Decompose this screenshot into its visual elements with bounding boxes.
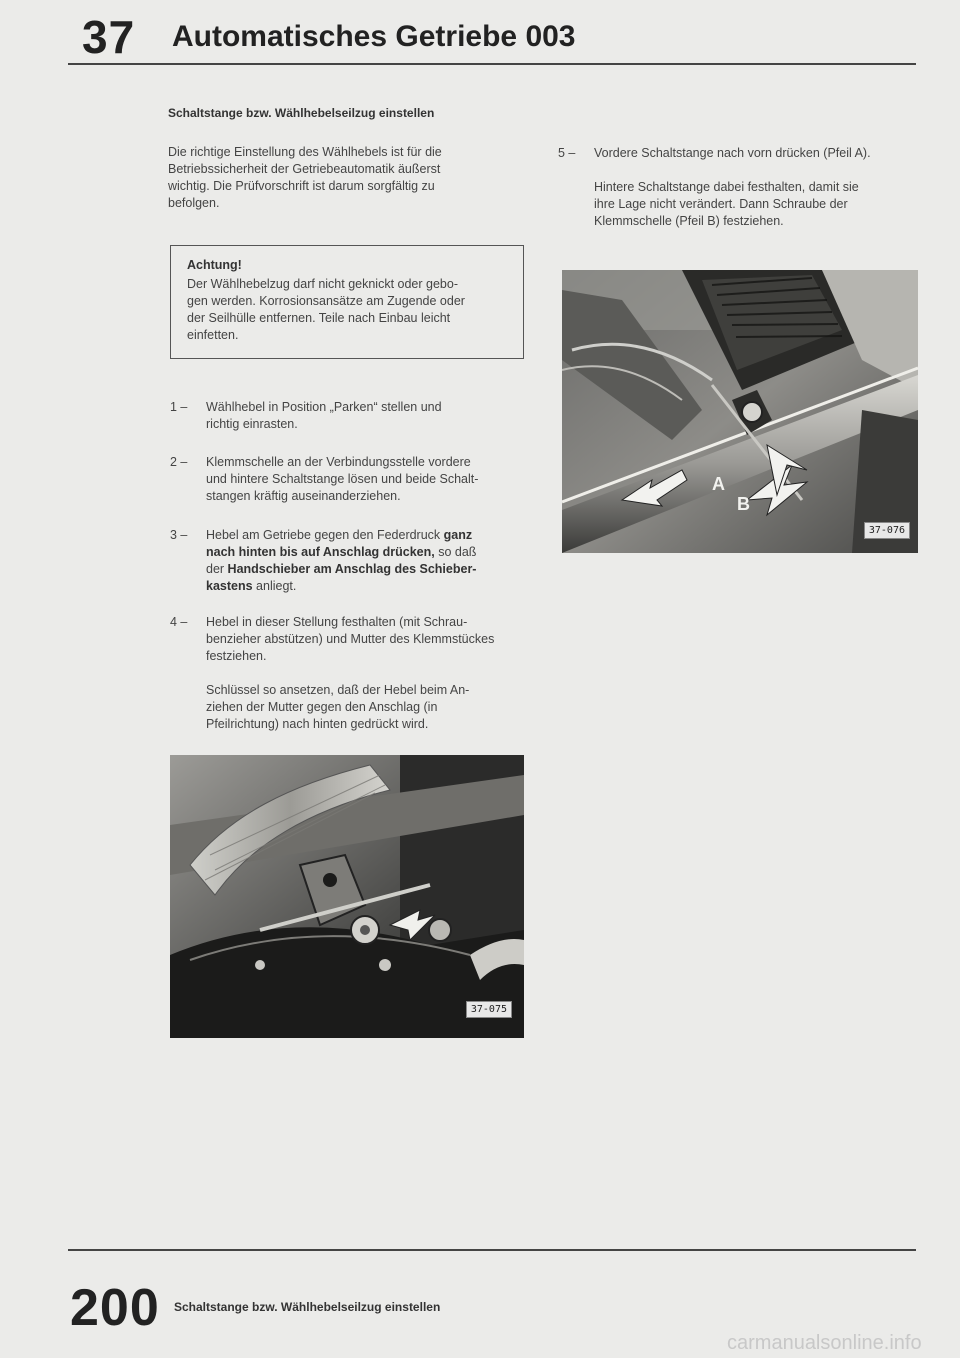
header-rule <box>68 63 916 65</box>
intro-line: Betriebssicherheit der Getriebeautomatik äußerst <box>168 162 441 176</box>
caution-line: gen werden. Korrosionsansätze am Zugende oder <box>187 294 465 308</box>
intro-line: wichtig. Die Prüfvorschrift ist darum sorgfältig zu <box>168 179 435 193</box>
step-line: Klemmschelle an der Verbindungsstelle vordere <box>206 455 471 469</box>
step-line: Wählhebel in Position „Parken“ stellen und <box>206 400 442 414</box>
step-line: stangen kräftig auseinanderziehen. <box>206 489 401 503</box>
section-title: Schaltstange bzw. Wählhebelseilzug einstellen <box>168 106 435 120</box>
caution-box <box>170 245 524 359</box>
step-text <box>594 145 871 230</box>
figure-label: 37-075 <box>466 1001 512 1018</box>
arrow-b-label: B <box>737 494 750 514</box>
step-line: Schlüssel so ansetzen, daß der Hebel beim An- <box>206 683 470 697</box>
page-number: 200 <box>70 1279 160 1337</box>
caution-line: einfetten. <box>187 328 239 342</box>
step-text <box>206 454 478 505</box>
caution-text <box>187 276 507 344</box>
step-number: 3 – <box>170 528 188 542</box>
intro-line: befolgen. <box>168 196 220 210</box>
step-3 <box>170 527 550 599</box>
footer-title: Schaltstange bzw. Wählhebelseilzug einstellen <box>174 1300 441 1314</box>
step-line: festziehen. <box>206 649 267 663</box>
step-line: benzieher abstützen) und Mutter des Klemmstückes <box>206 632 495 646</box>
figure-label: 37-076 <box>864 522 910 539</box>
step-line: Hintere Schaltstange dabei festhalten, damit sie <box>594 180 859 194</box>
step-line: richtig einrasten. <box>206 417 298 431</box>
step-emphasis: nach hinten bis auf Anschlag drücken, <box>206 545 435 559</box>
step-5 <box>558 145 938 255</box>
step-number: 4 – <box>170 615 188 629</box>
caution-line: der Seilhülle entfernen. Teile nach Einbau leicht <box>187 311 451 325</box>
step-emphasis: Handschieber am Anschlag des Schieber- <box>227 562 477 576</box>
step-4 <box>170 614 560 744</box>
caution-line: Der Wählhebelzug darf nicht geknickt oder gebo- <box>187 277 458 291</box>
step-line: Hebel in dieser Stellung festhalten (mit Schrau- <box>206 615 468 629</box>
step-2 <box>170 454 550 508</box>
chapter-number: 37 <box>82 11 136 63</box>
shift-rod-photo <box>562 270 918 553</box>
step-line: Hebel am Getriebe gegen den Federdruck <box>206 528 444 542</box>
footer-rule <box>68 1249 916 1251</box>
figure-lever-clamp <box>170 755 524 1038</box>
chapter-title: Automatisches Getriebe 003 <box>172 20 576 53</box>
intro-line: Die richtige Einstellung des Wählhebels ist für die <box>168 145 442 159</box>
step-text <box>206 614 494 733</box>
step-number: 5 – <box>558 146 576 160</box>
step-line: ziehen der Mutter gegen den Anschlag (in <box>206 700 438 714</box>
step-line: anliegt. <box>252 579 297 593</box>
step-line: Pfeilrichtung) nach hinten gedrückt wird. <box>206 717 429 731</box>
step-emphasis: kastens <box>206 579 253 593</box>
step-line: und hintere Schaltstange lösen und beide Schalt- <box>206 472 479 486</box>
step-line: so daß <box>434 545 477 559</box>
step-line: Klemmschelle (Pfeil B) festziehen. <box>594 214 784 228</box>
arrow-a-label: A <box>712 474 725 494</box>
step-1 <box>170 399 550 439</box>
step-line: ihre Lage nicht verändert. Dann Schraube der <box>594 197 848 211</box>
step-text <box>206 527 476 595</box>
step-number: 2 – <box>170 455 188 469</box>
caution-title: Achtung! <box>187 258 242 272</box>
step-line: der <box>206 562 228 576</box>
step-line: Vordere Schaltstange nach vorn drücken (Pfeil A). <box>594 146 871 160</box>
lever-clamp-photo <box>170 755 524 1038</box>
step-emphasis: ganz <box>443 528 473 542</box>
watermark: carmanualsonline.info <box>727 1332 922 1354</box>
figure-shift-rod-clamp <box>562 270 918 553</box>
step-text <box>206 399 442 433</box>
step-number: 1 – <box>170 400 188 414</box>
intro-paragraph <box>168 144 513 212</box>
